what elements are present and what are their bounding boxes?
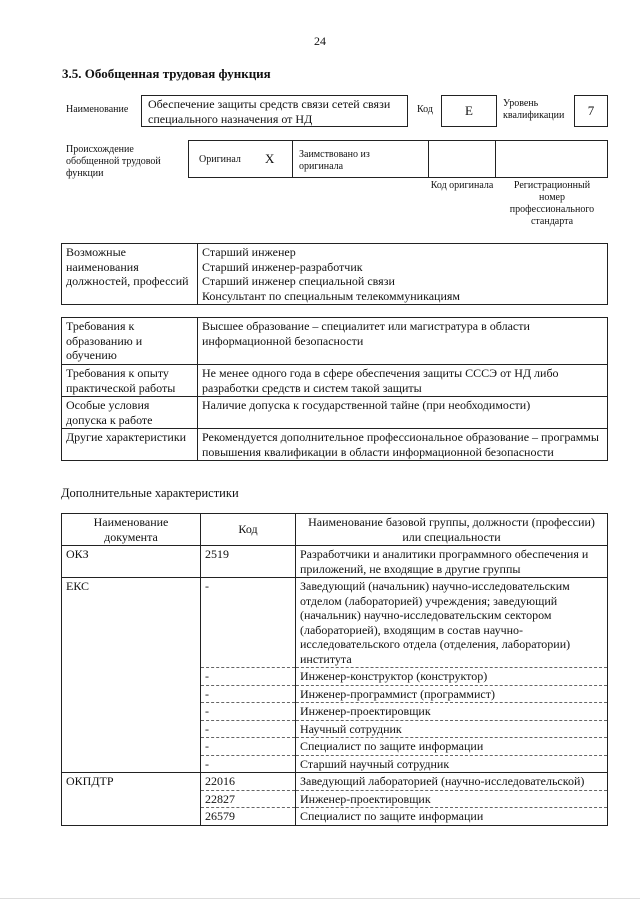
additional-title: Дополнительные характеристики: [61, 486, 239, 500]
original-mark: X: [265, 151, 275, 166]
code-cell: -: [201, 755, 296, 773]
table-row: [62, 365, 608, 397]
code-cell: 2519: [201, 546, 296, 578]
positions-list: [198, 244, 608, 305]
position-item: Консультант по специальным телекоммуникациям: [202, 288, 461, 303]
reg-number-cell: [495, 140, 608, 178]
name-label: Наименование: [66, 104, 129, 115]
header-name: Наименование базовой группы, должности (профессии) или специальности: [296, 514, 608, 546]
function-name-value: Обеспечение защиты средств связи сетей связи специального назначения от НД: [141, 95, 408, 127]
code-cell: -: [201, 578, 296, 668]
borrowed-cell: [292, 140, 429, 178]
table-row: [62, 773, 608, 791]
doc-eks: ЕКС: [62, 578, 201, 773]
table-row: [62, 578, 608, 668]
origin-label: Происхождение обобщенной трудовой функции: [66, 144, 161, 179]
page-bottom-edge: [0, 898, 640, 899]
requirement-value: Наличие допуска к государственной тайне (при необходимости): [198, 397, 608, 429]
additional-table: [61, 513, 608, 826]
header-document: Наименование документа: [62, 514, 201, 546]
requirement-value: Не менее одного года в сфере обеспечения защиты СССЭ от НД либо разработки средств и систем такой защиты: [198, 365, 608, 397]
code-cell: 22016: [201, 773, 296, 791]
positions-table: [61, 243, 608, 305]
requirements-table: [61, 317, 608, 461]
requirement-label: Особые условия допуска к работе: [62, 397, 198, 429]
name-cell: Инженер-проектировщик: [296, 790, 608, 808]
doc-okpdtr: ОКПДТР: [62, 773, 201, 826]
name-cell: Разработчики и аналитики программного обеспечения и приложений, не входящие в другие группы: [296, 546, 608, 578]
code-cell: -: [201, 703, 296, 721]
borrowed-label: Заимствовано из оригинала: [299, 149, 370, 172]
level-label: Уровень квалификации: [503, 98, 565, 121]
name-cell: Инженер-проектировщик: [296, 703, 608, 721]
position-item: Старший инженер специальной связи: [202, 274, 395, 288]
requirement-label: Требования к опыту практической работы: [62, 365, 198, 397]
table-row: [62, 429, 608, 461]
name-cell: Заведующий лабораторией (научно-исследовательской): [296, 773, 608, 791]
header-code: Код: [201, 514, 296, 546]
original-code-cell: [428, 140, 496, 178]
name-cell: Инженер-программист (программист): [296, 685, 608, 703]
code-label: Код: [417, 104, 433, 115]
code-cell: -: [201, 738, 296, 756]
original-cell: [188, 140, 293, 178]
code-cell: -: [201, 668, 296, 686]
section-title: 3.5. Обобщенная трудовая функция: [62, 66, 271, 81]
page-number: 24: [314, 34, 326, 48]
name-cell: Специалист по защите информации: [296, 738, 608, 756]
name-cell: Старший научный сотрудник: [296, 755, 608, 773]
requirement-label: Требования к образованию и обучению: [62, 318, 198, 365]
table-row: [62, 397, 608, 429]
table-row: [62, 546, 608, 578]
requirement-label: Другие характеристики: [62, 429, 198, 461]
requirement-value: Высшее образование – специалитет или магистратура в области информационной безопасности: [198, 318, 608, 365]
level-value: 7: [574, 95, 608, 127]
original-code-caption: Код оригинала: [430, 180, 494, 191]
code-cell: -: [201, 720, 296, 738]
table-row: [62, 318, 608, 365]
name-cell: Инженер-конструктор (конструктор): [296, 668, 608, 686]
position-item: Старший инженер: [202, 245, 296, 259]
original-label: Оригинал: [199, 154, 241, 165]
table-header-row: [62, 514, 608, 546]
code-cell: 22827: [201, 790, 296, 808]
code-cell: -: [201, 685, 296, 703]
reg-number-caption: Регистрационный номер профессионального стандарта: [509, 180, 595, 227]
name-cell: Заведующий (начальник) научно-исследовательским отделом (лабораторией) учреждения; заведующий (начальник) научно-исследовательским сектором (лабораторией), входящим в состав научно-исследовательского отдела (отделения, лаборатории) института: [296, 578, 608, 668]
code-value: E: [441, 95, 497, 127]
name-cell: Научный сотрудник: [296, 720, 608, 738]
code-cell: 26579: [201, 808, 296, 826]
doc-okz: ОКЗ: [62, 546, 201, 578]
position-item: Старший инженер-разработчик: [202, 259, 363, 274]
name-cell: Специалист по защите информации: [296, 808, 608, 826]
requirement-value: Рекомендуется дополнительное профессиональное образование – программы повышения квалификации в области информационной безопасности: [198, 429, 608, 461]
positions-label: Возможные наименования должностей, профессий: [62, 244, 198, 305]
